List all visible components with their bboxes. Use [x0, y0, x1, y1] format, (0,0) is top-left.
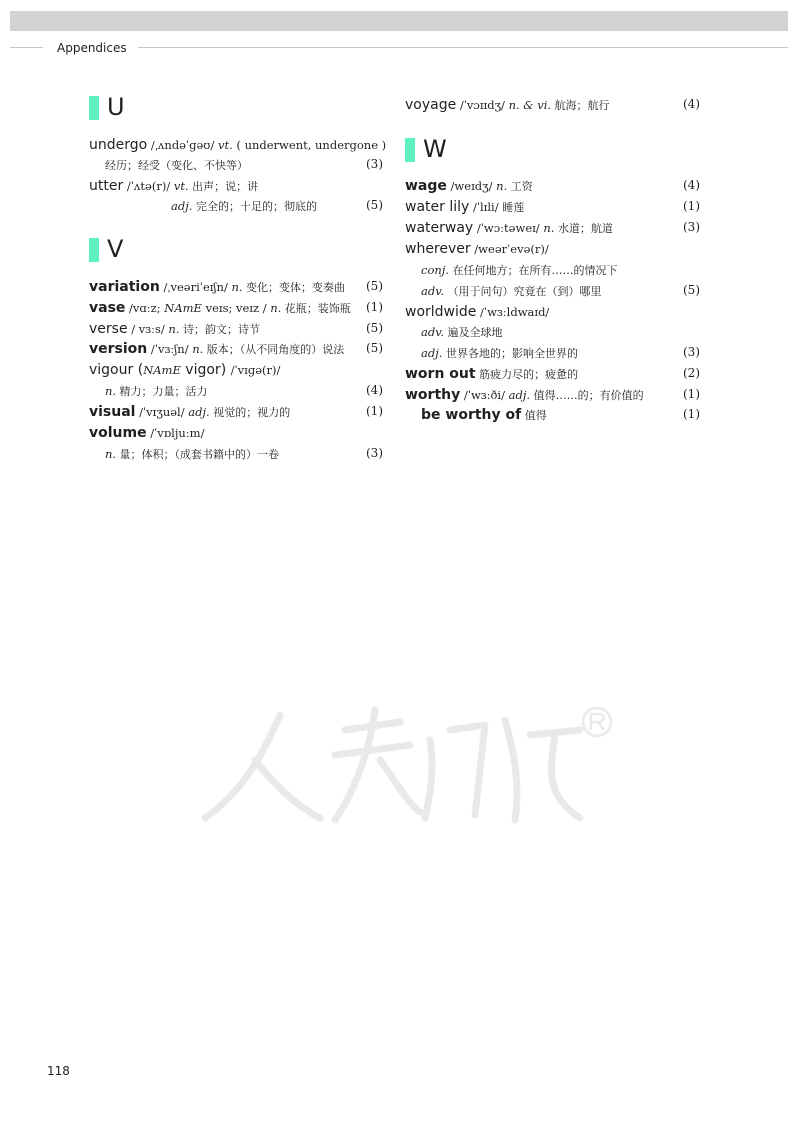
part-of-speech: n. — [192, 342, 204, 356]
part-of-speech: n. & vi. — [508, 98, 552, 112]
entry-worldwide-adj — [405, 342, 700, 362]
definition: 航海；航行 — [551, 99, 610, 112]
part-of-speech: n. — [168, 322, 180, 336]
phonetic: /ˈvɔɪɪdʒ/ — [456, 98, 509, 112]
entry-be-worthy-of — [405, 404, 700, 424]
unit-number: (1) — [366, 300, 383, 314]
headword: variation — [89, 279, 160, 295]
bracket-close: ) — [220, 362, 231, 378]
phonetic: /ˈvɜːʃn/ — [147, 342, 193, 356]
phonetic: /ˌveəriˈeɪʃn/ — [159, 280, 232, 294]
unit-number: (1) — [683, 387, 700, 401]
unit-number: (1) — [366, 404, 383, 418]
headword: water lily — [405, 199, 470, 215]
variant-label: NAmE — [164, 301, 202, 315]
headword: vase — [89, 300, 126, 316]
inflections: ( underwent, undergone ) — [232, 138, 387, 152]
accent-bar — [89, 96, 99, 120]
unit-number: (1) — [683, 407, 700, 421]
definition: 精力；力量；活力 — [116, 385, 208, 398]
headword: wherever — [405, 241, 471, 257]
entry-wherever — [405, 238, 700, 258]
accent-bar — [405, 138, 415, 162]
unit-number: (4) — [366, 383, 383, 397]
definition: 经历；经受（变化、不快等） — [105, 159, 248, 172]
phonetic: /ˈwɜːði/ — [460, 388, 509, 402]
headword: worn out — [405, 366, 476, 382]
bracket-open: ( — [133, 362, 144, 378]
entry-voyage — [405, 94, 700, 114]
definition: 版本；（从不同角度的）说法 — [203, 343, 345, 356]
unit-number: (3) — [366, 157, 383, 171]
phonetic: /ˌʌndəˈɡəʊ/ — [147, 138, 218, 152]
part-of-speech: adj. — [188, 405, 210, 419]
headword: worthy — [405, 387, 461, 403]
entry-visual — [89, 401, 383, 421]
page-number: 118 — [47, 1064, 70, 1078]
entry-vigour-definition — [89, 380, 383, 400]
entry-wherever-adv — [405, 280, 700, 300]
entry-utter — [89, 175, 383, 195]
definition: 值得……的；有价值的 — [530, 389, 644, 402]
entry-wherever-conj — [405, 259, 700, 279]
unit-number: (5) — [683, 283, 700, 297]
entry-volume — [89, 422, 383, 442]
definition: 世界各地的；影响全世界的 — [442, 347, 578, 360]
part-of-speech: n. — [105, 384, 117, 398]
unit-number: (4) — [683, 178, 700, 192]
definition: 筋疲力尽的；疲惫的 — [475, 368, 579, 381]
definition: 遍及全球地 — [444, 326, 503, 339]
entry-vase — [89, 297, 383, 317]
part-of-speech: adj. — [171, 199, 193, 213]
headword: version — [89, 341, 148, 357]
definition: 值得 — [521, 409, 547, 422]
entry-vigour — [89, 359, 383, 379]
header-rule-right — [138, 47, 788, 48]
definition: 水道；航道 — [554, 222, 613, 235]
part-of-speech: adv. — [421, 325, 445, 339]
part-of-speech: n. — [270, 301, 282, 315]
definition: 诗；韵文；诗节 — [179, 323, 260, 336]
part-of-speech: adj. — [421, 346, 443, 360]
headword-variant: vigor — [180, 362, 221, 378]
phonetic: /ˈʌtə(r)/ — [123, 179, 174, 193]
accent-bar — [89, 238, 99, 262]
unit-number: (4) — [683, 97, 700, 111]
part-of-speech: vt. — [173, 179, 189, 193]
part-of-speech: conj. — [421, 263, 449, 277]
unit-number: (1) — [683, 199, 700, 213]
entry-undergo — [89, 134, 387, 154]
unit-number: (3) — [683, 345, 700, 359]
headword: visual — [89, 404, 136, 420]
phonetic: /weɪdʒ/ — [446, 179, 497, 193]
phonetic: / vɜːs/ — [127, 322, 169, 336]
phonetic: /ˈlɪli/ — [469, 200, 503, 214]
publisher-watermark — [185, 700, 625, 830]
unit-number: (5) — [366, 198, 383, 212]
part-of-speech: n. — [543, 221, 555, 235]
entry-worthy — [405, 384, 700, 404]
definition: 视觉的；视力的 — [209, 406, 291, 419]
headword: voyage — [405, 97, 457, 113]
headword: verse — [89, 321, 128, 337]
part-of-speech: adj. — [508, 388, 531, 402]
entry-variation — [89, 276, 383, 296]
headword: wage — [405, 178, 447, 194]
entry-water-lily — [405, 196, 700, 216]
headword: undergo — [89, 137, 148, 153]
top-banner — [10, 11, 788, 31]
part-of-speech: n. — [496, 179, 508, 193]
headword: worldwide — [405, 304, 477, 320]
unit-number: (5) — [366, 341, 383, 355]
headword: utter — [89, 178, 124, 194]
phonetic: /ˈwɔːtəweɪ/ — [473, 221, 544, 235]
definition: 完全的；十足的；彻底的 — [192, 200, 317, 213]
definition: 在任何地方；在所有……的情况下 — [449, 264, 618, 277]
definition: 变化；变体；变奏曲 — [242, 281, 346, 294]
unit-number: (3) — [366, 446, 383, 460]
part-of-speech: n. — [231, 280, 243, 294]
phonetic: /ˈvɪʒuəl/ — [135, 405, 189, 419]
phonetic: /ˈvɒljuːm/ — [146, 426, 205, 440]
part-of-speech: adv. — [421, 284, 445, 298]
phonetic-variant: veɪs; veɪz / — [201, 301, 271, 315]
definition: 花瓶；装饰瓶 — [281, 302, 351, 315]
phonetic: /vɑːz; — [125, 301, 165, 315]
entry-verse — [89, 318, 383, 338]
definition: （用于问句）究竟在（到）哪里 — [444, 285, 602, 298]
entry-version — [89, 338, 383, 358]
header-rule-left — [10, 47, 43, 48]
definition: 出声；说；讲 — [188, 180, 259, 193]
phonetic: /weərˈevə(r)/ — [470, 242, 549, 256]
headword: volume — [89, 425, 147, 441]
headword: waterway — [405, 220, 474, 236]
definition: 工资 — [507, 180, 533, 193]
entry-utter-adj — [89, 195, 383, 215]
unit-number: (2) — [683, 366, 700, 380]
entry-wage — [405, 175, 700, 195]
headword: be worthy of — [421, 407, 522, 423]
variant-label: NAmE — [143, 363, 181, 377]
phonetic: /ˈvɪɡə(r)/ — [230, 363, 281, 377]
phonetic: /ˈwɜːldwaɪd/ — [476, 305, 550, 319]
entry-worn-out — [405, 363, 700, 383]
headword: vigour — [89, 362, 134, 378]
unit-number: (3) — [683, 220, 700, 234]
unit-number: (5) — [366, 279, 383, 293]
definition: 量；体积；（成套书籍中的）一卷 — [116, 448, 280, 461]
entry-waterway — [405, 217, 700, 237]
section-label: Appendices — [57, 41, 127, 55]
entry-undergo-definition — [89, 154, 383, 174]
unit-number: (5) — [366, 321, 383, 335]
entry-volume-definition — [89, 443, 383, 463]
definition: 睡莲 — [502, 201, 525, 214]
entry-worldwide — [405, 301, 700, 321]
part-of-speech: n. — [105, 447, 117, 461]
part-of-speech: vt. — [217, 138, 233, 152]
entry-worldwide-adv — [405, 321, 700, 341]
